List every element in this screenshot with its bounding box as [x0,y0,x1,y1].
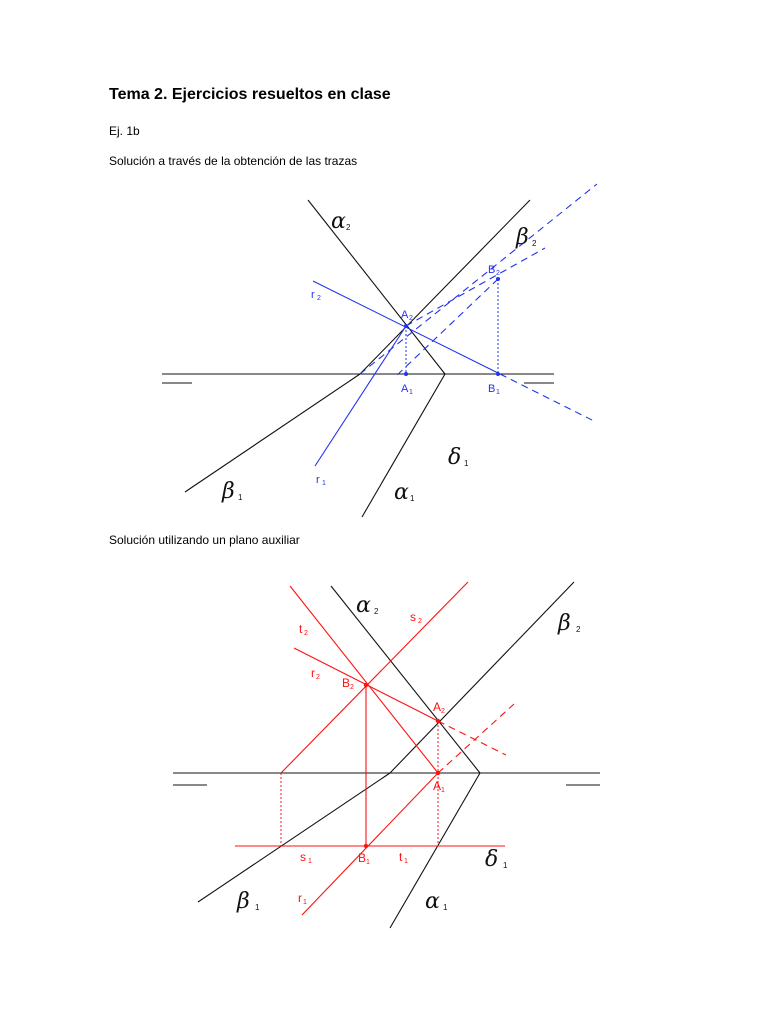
label2-s2: s [410,610,416,624]
caption-trazas: Solución a través de la obtención de las trazas [109,154,358,168]
document-title: Tema 2. Ejercicios resueltos en clase [109,86,391,103]
label2-A2-sub: 2 [441,708,445,715]
label-B2: B [488,264,496,276]
label2-t1-sub: 1 [404,858,408,865]
label-r1-sub: 1 [322,480,326,487]
label2-beta2-sub: 2 [576,625,581,634]
r1-line-dashed [438,704,514,773]
point-B2-2 [364,683,368,687]
label2-A1: A [433,779,442,793]
beta2-trace-2 [390,582,574,773]
exercise-label: Ej. 1b [109,124,140,138]
point-A1-2 [436,771,440,775]
label2-B2: B [342,676,351,690]
label2-t2: t [299,622,303,636]
label2-r1-sub: 1 [303,899,307,906]
label2-B1-sub: 1 [366,859,370,866]
point-A2-2 [436,719,440,723]
label2-delta1-sub: 1 [503,861,508,870]
label-r2: r [311,289,315,301]
label-alpha2-sub: 2 [346,223,351,232]
label2-alpha2-sub: 2 [374,607,379,616]
label2-A2: A [433,700,442,714]
r1-line [302,773,438,915]
label-r1: r [316,474,320,486]
label2-alpha1-sub: 1 [443,903,448,912]
label2-beta1-sub: 1 [255,903,260,912]
label-delta1: δ [448,445,462,470]
label2-r1: r [298,891,302,905]
label-alpha1: α [394,480,409,505]
label-delta1-sub: 1 [464,459,469,468]
label-A1: A [401,383,409,395]
point-B1-2 [364,844,368,848]
label2-s2-sub: 2 [418,618,422,625]
label2-B1: B [358,851,367,865]
label2-alpha1: α [425,889,440,914]
label-beta1: β [222,479,235,504]
label-B1-sub: 1 [496,389,500,396]
caption-plano-auxiliar: Solución utilizando un plano auxiliar [109,533,300,547]
label2-t1: t [399,850,403,864]
beta1-trace-2 [198,773,390,902]
label-beta2: β [516,225,529,250]
label-alpha1-sub: 1 [410,494,415,503]
label-A2: A [401,309,409,321]
label-r2-sub: 2 [317,295,321,302]
r2-line-dashed [438,721,506,755]
label2-beta1: β [237,889,250,914]
label-A2-sub: 2 [409,315,413,322]
label-beta1-sub: 1 [238,493,243,502]
label2-A1-sub: 1 [441,787,445,794]
label-A1-sub: 1 [409,389,413,396]
label2-beta2: β [558,611,571,636]
label-alpha2: α [331,209,346,234]
label-B1: B [488,383,496,395]
label-beta2-sub: 2 [532,239,537,248]
label2-delta1: δ [485,847,499,872]
label2-B2-sub: 2 [350,684,354,691]
label2-r2: r [311,666,315,680]
label-B2-sub: 2 [496,270,500,277]
alpha2-trace-2 [331,586,480,773]
label2-s1-sub: 1 [308,858,312,865]
label2-t2-sub: 2 [304,630,308,637]
label2-alpha2: α [356,593,371,618]
label2-s1: s [300,850,306,864]
label2-r2-sub: 2 [316,674,320,681]
